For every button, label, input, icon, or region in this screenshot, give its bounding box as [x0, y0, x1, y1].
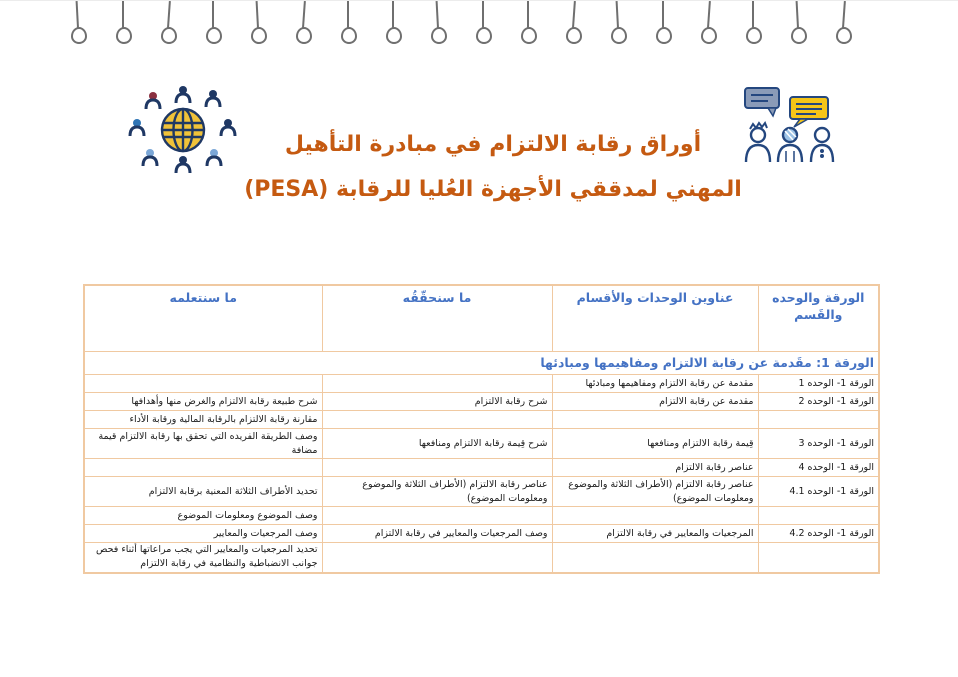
cell-unit: الورقة 1- الوحده 1 — [758, 375, 879, 393]
hanging-ring-icon — [385, 1, 401, 47]
cell-unit: الورقة 1- الوحده 4 — [758, 459, 879, 477]
cell-learn: وصف الطريقة الفريده التي تحقق بها رقابة الالتزام قيمة مضافة — [84, 429, 322, 459]
column-header-unit: الورقة والوحده والقَسم — [758, 285, 879, 352]
cell-title: عناصر رقابة الالتزام (الأطراف الثلاثة والموضوع ومعلومات الموضوع) — [552, 477, 758, 507]
column-header-achieve: ما سنحقّقُه — [322, 285, 552, 352]
hanging-ring-icon — [745, 1, 761, 47]
cell-title: عناصر رقابة الالتزام — [552, 459, 758, 477]
cell-achieve — [322, 375, 552, 393]
cell-unit: الورقة 1- الوحده 3 — [758, 429, 879, 459]
cell-title: مقدمة عن رقابة الالتزام — [552, 393, 758, 411]
cell-achieve — [322, 543, 552, 573]
column-header-learn: ما سنتعلمه — [84, 285, 322, 352]
cell-learn — [84, 375, 322, 393]
hanging-ring-icon — [115, 1, 131, 47]
cell-title: مقدمة عن رقابة الالتزام ومفاهيمها ومبادئها — [552, 375, 758, 393]
hanging-ring-icon — [160, 1, 176, 47]
cell-achieve: شرح قِيمة رقابة الالتزام ومنافعها — [322, 429, 552, 459]
section-header-row — [84, 352, 879, 375]
hanging-rings-row — [70, 1, 851, 47]
table-row — [84, 477, 879, 507]
cell-achieve: شرح رقابة الالتزام — [322, 393, 552, 411]
hanging-ring-icon — [295, 1, 311, 47]
cell-unit — [758, 411, 879, 429]
cell-achieve — [322, 507, 552, 525]
cell-learn: مقارنة رقابة الالتزام بالرقابة المالية ورقابة الأداء — [84, 411, 322, 429]
cell-title: المرجعيات والمعايير في رقابة الالتزام — [552, 525, 758, 543]
column-header-titles: عناوين الوحدات والأقسام — [552, 285, 758, 352]
hanging-ring-icon — [790, 1, 806, 47]
cell-unit — [758, 543, 879, 573]
hanging-ring-icon — [430, 1, 446, 47]
hanging-ring-icon — [700, 1, 716, 47]
cell-learn: شرح طبيعة رقابة الالتزام والغرض منها وأهدافها — [84, 393, 322, 411]
cell-achieve — [322, 411, 552, 429]
hanging-ring-icon — [250, 1, 266, 47]
cell-unit: الورقة 1- الوحده 4.1 — [758, 477, 879, 507]
table-row — [84, 459, 879, 477]
hanging-ring-icon — [520, 1, 536, 47]
hanging-ring-icon — [610, 1, 626, 47]
cell-learn: وصف الموضوع ومعلومات الموضوع — [84, 507, 322, 525]
table-row — [84, 375, 879, 393]
cell-title — [552, 543, 758, 573]
cell-unit — [758, 507, 879, 525]
page-title — [243, 122, 743, 212]
hanging-ring-icon — [835, 1, 851, 47]
cell-learn: تحديد المرجعيات والمعايير التي يجب مراعاتها أثناء فحص جوانب الانضباطية والنظامية في رقابة الالتزام — [84, 543, 322, 573]
cell-achieve: وصف المرجعيات والمعايير في رقابة الالتزام — [322, 525, 552, 543]
hanging-ring-icon — [655, 1, 671, 47]
cell-unit: الورقة 1- الوحده 2 — [758, 393, 879, 411]
cell-learn: وصف المرجعيات والمعايير — [84, 525, 322, 543]
table-row — [84, 525, 879, 543]
hanging-ring-icon — [340, 1, 356, 47]
global-network-people-icon — [126, 83, 240, 177]
page-title-line1: أوراق رقابة الالتزام في مبادرة التأهيل — [284, 132, 702, 157]
people-discussion-icon — [738, 85, 846, 163]
hanging-ring-icon — [565, 1, 581, 47]
hanging-ring-icon — [205, 1, 221, 47]
page-title-line2: المهني لمدققي الأجهزة العُليا للرقابة (PESA) — [244, 177, 742, 202]
table-row — [84, 393, 879, 411]
cell-learn — [84, 459, 322, 477]
table-row — [84, 507, 879, 525]
hanging-ring-icon — [475, 1, 491, 47]
curriculum-table — [83, 284, 880, 574]
cell-achieve: عناصر رقابة الالتزام (الأطراف الثلاثة والموضوع ومعلومات الموضوع) — [322, 477, 552, 507]
cell-title — [552, 411, 758, 429]
table-row — [84, 543, 879, 573]
cell-title: قِيمة رقابة الالتزام ومنافعها — [552, 429, 758, 459]
cell-learn: تحديد الأطراف الثلاثة المعنية برقابة الالتزام — [84, 477, 322, 507]
cell-title — [552, 507, 758, 525]
hanging-ring-icon — [70, 1, 86, 47]
cell-achieve — [322, 459, 552, 477]
table-row — [84, 411, 879, 429]
cell-unit: الورقة 1- الوحده 4.2 — [758, 525, 879, 543]
section-header: الورقة 1: مقَدمة عن رقابة الالتزام ومفاهيمها ومبادئها — [84, 352, 879, 375]
table-row — [84, 429, 879, 459]
table-header-row — [84, 285, 879, 352]
